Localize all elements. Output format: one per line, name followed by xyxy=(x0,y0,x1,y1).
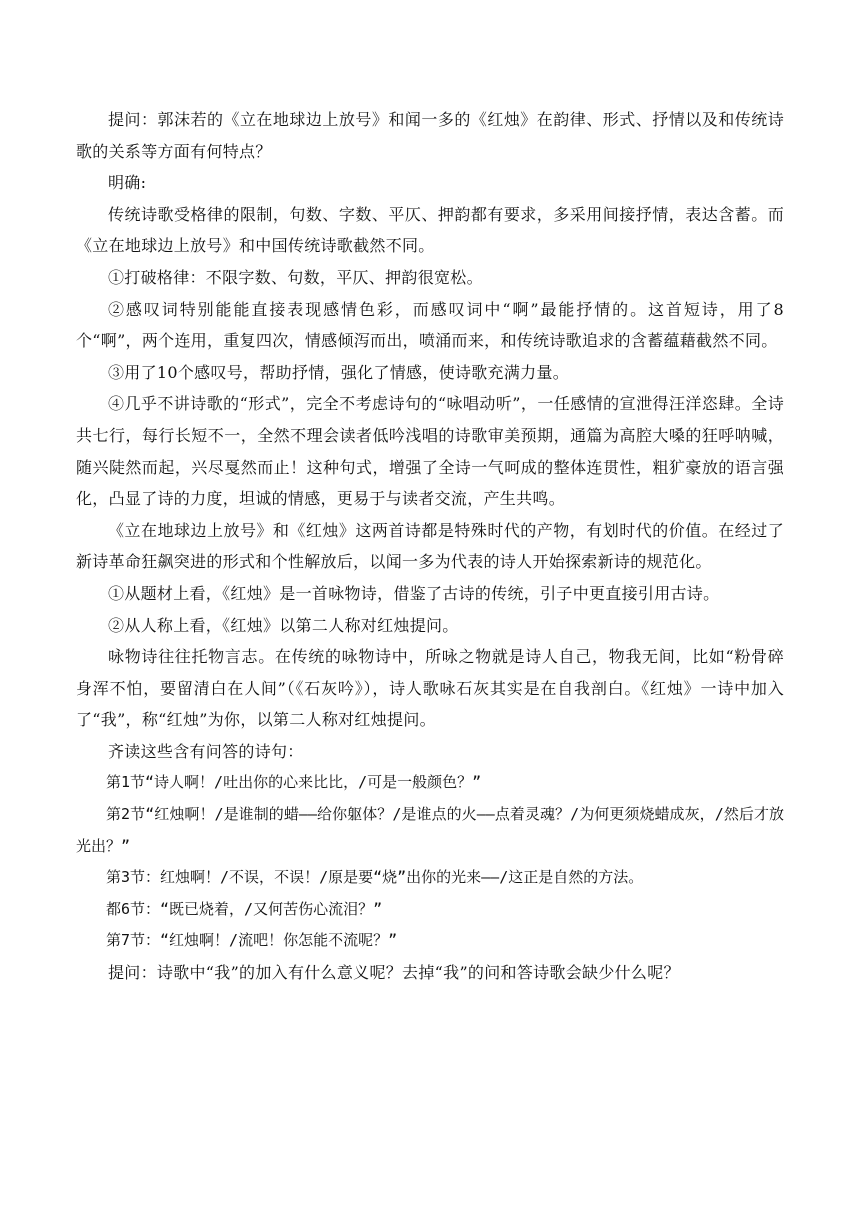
poem-quote-line: 第1节“诗人啊！/吐出你的心来比比，/可是一般颜色？” xyxy=(106,773,482,792)
poem-quote-line: 都6节：“既已烧着，/又何苦伤心流泪？” xyxy=(106,899,383,918)
poem-quote-line: 第3节：红烛啊！/不误，不误！/原是要“烧”出你的光来——/这正是自然的方法。 xyxy=(106,868,644,887)
body-paragraph: ②从人称上看，《红烛》以第二人称对红烛提问。 xyxy=(108,615,459,635)
body-paragraph: ②感叹词特别能能直接表现感情色彩，而感叹词中“啊”最能抒情的。这首短诗，用了8个“啊”，两个连用，重复四次，情感倾泻而出，喷涌而来，和传统诗歌追求的含蓄蕴藉截然不同。 xyxy=(76,299,784,351)
body-paragraph: ④几乎不讲诗歌的“形式”，完全不考虑诗句的“咏唱动听”，一任感情的宣泄得汪洋恣肆。全诗共七行，每行长短不一，全然不理会读者低吟浅唱的诗歌审美预期，通篇为高腔大嗓的狂呼呐喊，随兴陡然而起，兴尽戛然而止！这种句式，增强了全诗一气呵成的整体连贯性，粗犷豪放的语言强化，凸显了诗的力度，坦诚的情感，更易于与读者交流，产生共鸣。 xyxy=(76,394,784,509)
body-paragraph: 齐读这些含有问答的诗句： xyxy=(108,741,304,761)
document-body xyxy=(76,104,784,989)
body-paragraph: 明确: xyxy=(108,173,147,193)
body-paragraph: 《立在地球边上放号》和《红烛》这两首诗都是特殊时代的产物，有划时代的价值。在经过了新诗革命狂飙突进的形式和个性解放后，以闻一多为代表的诗人开始探索新诗的规范化。 xyxy=(76,520,784,572)
body-paragraph: 提问：诗歌中“我”的加入有什么意义呢？去掉“我”的问和答诗歌会缺少什么呢？ xyxy=(108,963,680,983)
poem-quote-line: 第2节“红烛啊！/是谁制的蜡——给你躯体？/是谁点的火——点着灵魂？/为何更须烧蜡成灰，/然后才放光出？” xyxy=(76,805,784,855)
body-paragraph: ③用了10个感叹号，帮助抒情，强化了情感，使诗歌充满力量。 xyxy=(108,362,570,382)
body-paragraph: 提问：郭沫若的《立在地球边上放号》和闻一多的《红烛》在韵律、形式、抒情以及和传统诗歌的关系等方面有何特点？ xyxy=(76,110,784,161)
body-paragraph: 咏物诗往往托物言志。在传统的咏物诗中，所咏之物就是诗人自己，物我无间，比如“粉骨碎身浑不怕，要留清白在人间”（《石灰吟》），诗人歌咏石灰其实是在自我剖白。《红烛》一诗中加入了“我”，称“红烛”为你，以第二人称对红烛提问。 xyxy=(76,647,784,730)
poem-quote-line: 第7节：“红烛啊！/流吧！你怎能不流呢？” xyxy=(106,931,398,950)
body-paragraph: 传统诗歌受格律的限制，句数、字数、平仄、押韵都有要求，多采用间接抒情，表达含蓄。而《立在地球边上放号》和中国传统诗歌截然不同。 xyxy=(76,204,784,256)
body-paragraph: ①从题材上看，《红烛》是一首咏物诗，借鉴了古诗的传统，引子中更直接引用古诗。 xyxy=(108,583,720,603)
body-paragraph: ①打破格律：不限字数、句数，平仄、押韵很宽松。 xyxy=(108,267,483,287)
